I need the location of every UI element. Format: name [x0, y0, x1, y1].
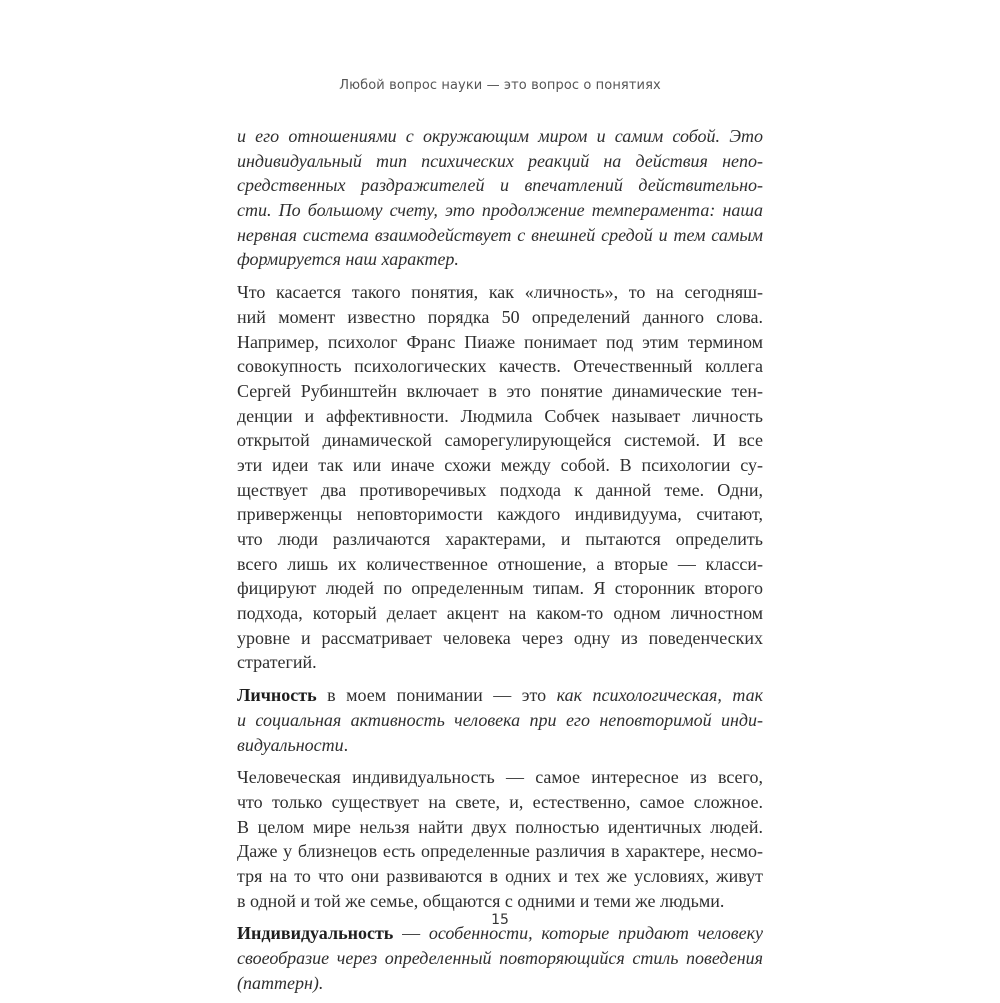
text-italic: (паттерн). — [237, 972, 324, 993]
text-segment: ний момент известно порядка 50 определений данного слова. — [237, 306, 763, 327]
text-line — [237, 815, 763, 840]
paragraph — [237, 280, 763, 675]
text-line — [237, 173, 763, 198]
text-line — [237, 765, 763, 790]
text-segment: всего лишь их количественное отношение, а вторые — класси- — [237, 553, 763, 574]
text-segment: Например, психолог Франс Пиаже понимает под этим термином — [237, 331, 763, 352]
text-segment: Даже у близнецов есть определенные различия в характере, несмо- — [237, 841, 763, 862]
text-segment: ществует два противоречивых подхода к данной теме. Одни, — [237, 479, 763, 500]
text-line — [237, 502, 763, 527]
text-segment: приверженцы неповторимости каждого индивидуума, считают, — [237, 504, 763, 525]
text-italic: сти. По большому счету, это продолжение темперамента: наша — [237, 200, 763, 221]
text-segment: в моем понимании — это — [316, 685, 557, 706]
term-bold: Личность — [237, 685, 317, 706]
text-line — [237, 626, 763, 651]
text-italic: средственных раздражителей и впечатлений действительно- — [237, 175, 763, 196]
text-segment: совокупность психологических качеств. Отечественный коллега — [237, 356, 763, 377]
text-segment: подхода, который делает акцент на каком-то одном личностном — [237, 603, 763, 624]
page-number: 15 — [491, 912, 509, 928]
text-line — [237, 733, 763, 758]
body-text — [237, 124, 763, 1003]
text-line — [237, 247, 763, 272]
paragraph — [237, 921, 763, 995]
text-line — [237, 330, 763, 355]
text-italic: и социальная активность человека при его неповторимой инди- — [237, 709, 763, 730]
text-italic: и его отношениями с окружающим миром и самим собой. Это — [237, 126, 763, 146]
text-line — [237, 839, 763, 864]
text-line — [237, 971, 763, 996]
text-line — [237, 790, 763, 815]
paragraph — [237, 124, 763, 272]
text-line — [237, 280, 763, 305]
text-line — [237, 708, 763, 733]
text-line — [237, 223, 763, 248]
text-segment: Сергей Рубинштейн включает в это понятие динамические тен- — [237, 380, 763, 401]
text-segment: стратегий. — [237, 652, 317, 673]
text-italic: нервная система взаимодействует с внешней средой и тем самым — [237, 224, 763, 245]
text-line — [237, 149, 763, 174]
text-line — [237, 576, 763, 601]
text-segment: в одной и той же семье, общаются с одними и теми же людьми. — [237, 890, 725, 911]
text-line — [237, 404, 763, 429]
text-line — [237, 354, 763, 379]
text-italic: видуальности — [237, 734, 344, 755]
text-line — [237, 864, 763, 889]
text-line — [237, 198, 763, 223]
text-segment: В целом мире нельзя найти двух полностью идентичных людей. — [237, 816, 763, 837]
term-bold: Индивидуальность — [237, 923, 394, 944]
text-line — [237, 453, 763, 478]
text-segment: фицируют людей по определенным типам. Я сторонник второго — [237, 578, 763, 599]
running-header: Любой вопрос науки — это вопрос о понятиях — [339, 78, 661, 93]
text-segment: Человеческая индивидуальность — самое интересное из всего, — [237, 767, 763, 788]
text-line — [237, 601, 763, 626]
text-line — [237, 650, 763, 675]
text-segment: что люди различаются характерами, и пытаются определить — [237, 529, 763, 549]
text-italic: своеобразие через определенный повторяющийся стиль поведения — [237, 948, 763, 968]
text-segment: тря на то что они развиваются в одних и тех же условиях, живут — [237, 865, 763, 886]
text-line — [237, 124, 763, 149]
text-line — [237, 552, 763, 577]
text-italic: особенности, которые придают человеку — [428, 923, 763, 944]
text-line — [237, 527, 763, 552]
text-segment: открытой динамической саморегулирующейся системой. И все — [237, 430, 763, 451]
text-segment: эти идеи так или иначе схожи между собой. В психологии су- — [237, 454, 763, 475]
text-line — [237, 889, 763, 914]
text-segment: денции и аффективности. Людмила Собчек называет личность — [237, 405, 763, 426]
text-italic: индивидуальный тип психических реакций на действия непо- — [237, 150, 763, 171]
text-segment: уровне и рассматривает человека через одну из поведенческих — [237, 627, 763, 648]
text-line — [237, 428, 763, 453]
text-italic: как психологическая, так — [556, 685, 763, 706]
paragraph — [237, 765, 763, 913]
paragraph — [237, 683, 763, 757]
text-line — [237, 946, 763, 971]
text-line — [237, 683, 763, 708]
text-segment: Что касается такого понятия, как «личность», то на сегодняш- — [237, 282, 763, 303]
text-segment: что только существует на свете, и, естественно, самое сложное. — [237, 791, 763, 812]
text-italic: формируется наш характер. — [237, 249, 459, 270]
text-line — [237, 379, 763, 404]
text-segment: . — [343, 734, 349, 755]
text-line — [237, 478, 763, 503]
text-line — [237, 305, 763, 330]
text-segment: — — [393, 923, 429, 944]
